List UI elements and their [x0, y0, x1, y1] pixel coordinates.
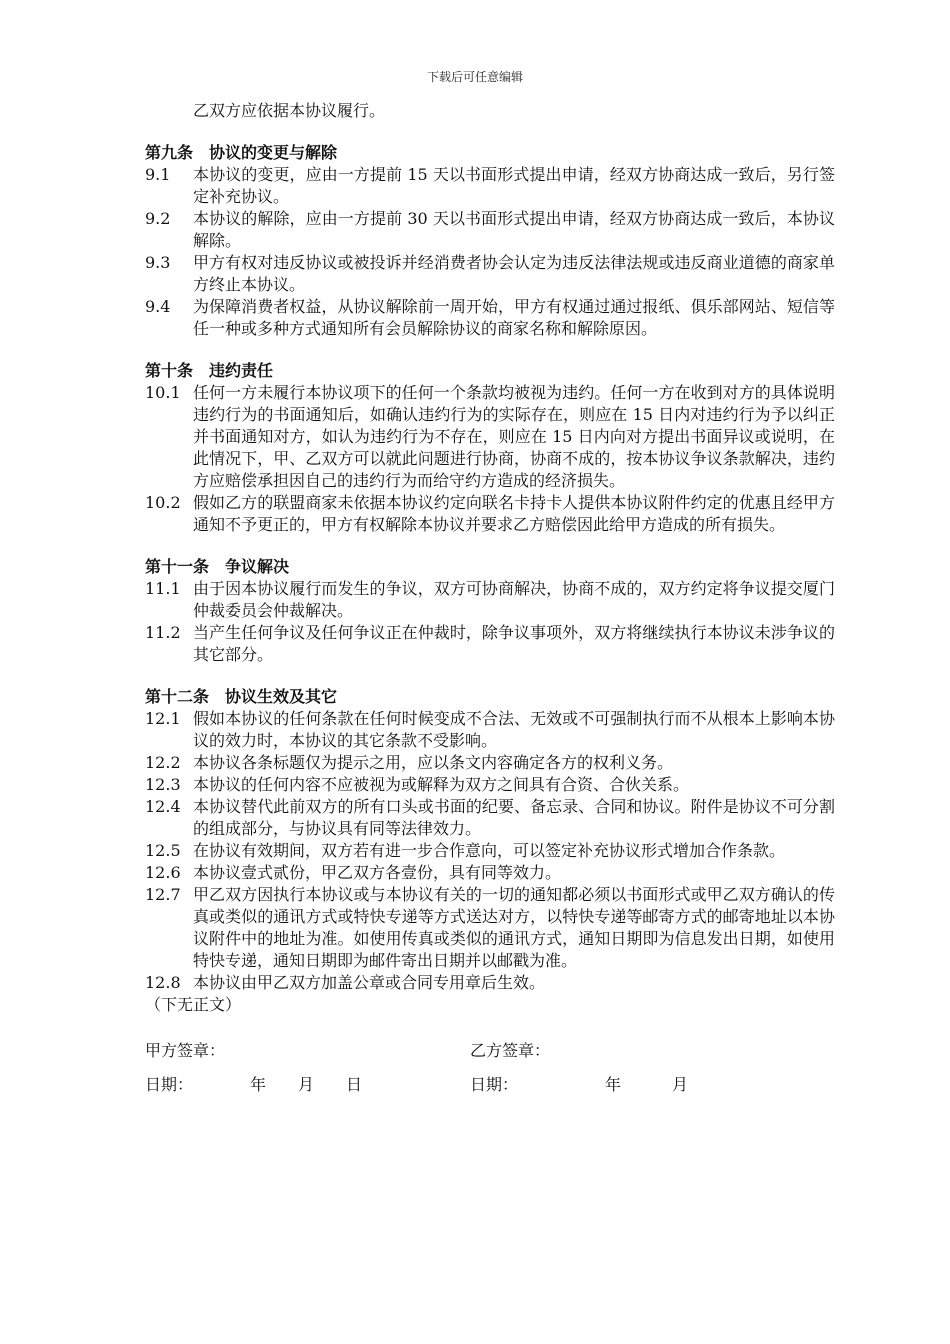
signature-row — [145, 1040, 835, 1062]
clause — [145, 862, 835, 884]
clause-number: 12.4 — [145, 797, 181, 816]
clause-text: 本协议壹式贰份，甲乙双方各壹份，具有同等效力。 — [193, 863, 562, 882]
clause-number: 11.2 — [145, 623, 181, 642]
party-a-date-label: 日期： — [145, 1075, 194, 1094]
clause-text: 在协议有效期间，双方若有进一步合作意向，可以签定补充协议形式增加合作条款。 — [193, 841, 786, 860]
clause — [145, 578, 835, 622]
clause-text: 假如本协议的任何条款在任何时候变成不合法、无效或不可强制执行而不从根本上影响本协议的效力时，本协议的其它条款不受影响。 — [193, 709, 835, 750]
section-9 — [145, 142, 835, 340]
clause-number: 12.5 — [145, 841, 181, 860]
section-12 — [145, 686, 835, 994]
clause-number: 12.7 — [145, 885, 181, 904]
clause-number: 11.1 — [145, 579, 181, 598]
clause-text: 甲方有权对违反协议或被投诉并经消费者协会认定为违反法律法规或违反商业道德的商家单方终止本协议。 — [193, 253, 835, 294]
section-title: 第十一条 争议解决 — [145, 557, 290, 576]
clause-number: 9.1 — [145, 165, 171, 184]
clause-number: 12.1 — [145, 709, 181, 728]
party-a-signature-label: 甲方签章： — [145, 1041, 226, 1060]
clause-text: 由于因本协议履行而发生的争议，双方可协商解决，协商不成的，双方约定将争议提交厦门仲裁委员会仲裁解决。 — [193, 579, 835, 620]
clause — [145, 752, 835, 774]
clause-number: 10.1 — [145, 383, 181, 402]
clause-text: 本协议各条标题仅为提示之用，应以条文内容确定各方的权利义务。 — [193, 753, 674, 772]
party-a-day-label: 日 — [346, 1075, 363, 1094]
clause — [145, 252, 835, 296]
clause-number: 12.6 — [145, 863, 181, 882]
clause-text: 本协议替代此前双方的所有口头或书面的纪要、备忘录、合同和协议。附件是协议不可分割的组成部分，与协议具有同等法律效力。 — [193, 797, 835, 838]
clause-text: 假如乙方的联盟商家未依据本协议约定向联名卡持卡人提供本协议附件约定的优惠且经甲方通知不予更正的，甲方有权解除本协议并要求乙方赔偿因此给甲方造成的所有损失。 — [193, 493, 835, 534]
party-a-year-label: 年 — [250, 1075, 267, 1094]
clause-number: 10.2 — [145, 493, 181, 512]
clause-text: 为保障消费者权益，从协议解除前一周开始，甲方有权通过通过报纸、俱乐部网站、短信等任一种或多种方式通知所有会员解除协议的商家名称和解除原因。 — [193, 297, 835, 338]
end-of-text-note: （下无正文） — [145, 995, 242, 1014]
section-title: 第十条 违约责任 — [145, 361, 274, 380]
clause-number: 12.2 — [145, 753, 181, 772]
clause-text: 甲乙双方因执行本协议或与本协议有关的一切的通知都必须以书面形式或甲乙双方确认的传真或类似的通讯方式或特快专递等方式送达对方，以特快专递等邮寄方式的邮寄地址以本协议附件中的地址为准。如使用传真或类似的通讯方式，通知日期即为信息发出日期，如使用特快专递，通知日期即为邮件寄出日期并以邮戳为准。 — [193, 885, 835, 970]
party-b-month-label: 月 — [672, 1075, 689, 1094]
clause-text: 任何一方未履行本协议项下的任何一个条款均被视为违约。任何一方在收到对方的具体说明违约行为的书面通知后，如确认违约行为的实际存在，则应在 15 日内对违约行为予以纠正并书面通知对方，如认为违约行为不存在，则应在 15 日内向对方提出书面异议或说明，在此情况下，甲、乙双方可以就此问题进行协商，协商不成的，按本协议争议条款解决，违约方应赔偿承担因自己的违约行为而给守约方造成的经济损失。 — [193, 383, 835, 490]
clause-text: 本协议的变更，应由一方提前 15 天以书面形式提出申请，经双方协商达成一致后，另行签定补充协议。 — [193, 165, 835, 206]
date-row — [145, 1074, 835, 1096]
section-title: 第十二条 协议生效及其它 — [145, 687, 338, 706]
clause-text: 本协议的解除，应由一方提前 30 天以书面形式提出申请，经双方协商达成一致后，本协议解除。 — [193, 209, 835, 250]
section-11 — [145, 556, 835, 666]
clause-text: 本协议的任何内容不应被视为或解释为双方之间具有合资、合伙关系。 — [193, 775, 690, 794]
clause — [145, 774, 835, 796]
clause — [145, 208, 835, 252]
clause — [145, 796, 835, 840]
document-body — [145, 100, 835, 1096]
clause — [145, 382, 835, 492]
clause — [145, 840, 835, 862]
clause-number: 9.2 — [145, 209, 171, 228]
clause — [145, 622, 835, 666]
intro-text: 乙双方应依据本协议履行。 — [193, 101, 386, 120]
clause — [145, 164, 835, 208]
clause-text: 本协议由甲乙双方加盖公章或合同专用章后生效。 — [193, 973, 546, 992]
clause — [145, 972, 835, 994]
clause — [145, 884, 835, 972]
section-title: 第九条 协议的变更与解除 — [145, 143, 338, 162]
clause-number: 12.8 — [145, 973, 181, 992]
section-10 — [145, 360, 835, 536]
party-b-date-label: 日期： — [470, 1075, 519, 1094]
party-a-month-label: 月 — [298, 1075, 315, 1094]
party-b-signature-label: 乙方签章： — [470, 1041, 551, 1060]
page-header-note: 下载后可任意编辑 — [426, 70, 523, 84]
party-b-year-label: 年 — [605, 1075, 622, 1094]
clause-number: 12.3 — [145, 775, 181, 794]
clause — [145, 708, 835, 752]
clause-number: 9.3 — [145, 253, 171, 272]
clause — [145, 492, 835, 536]
clause-number: 9.4 — [145, 297, 171, 316]
clause-text: 当产生任何争议及任何争议正在仲裁时，除争议事项外，双方将继续执行本协议未涉争议的其它部分。 — [193, 623, 835, 664]
clause — [145, 296, 835, 340]
